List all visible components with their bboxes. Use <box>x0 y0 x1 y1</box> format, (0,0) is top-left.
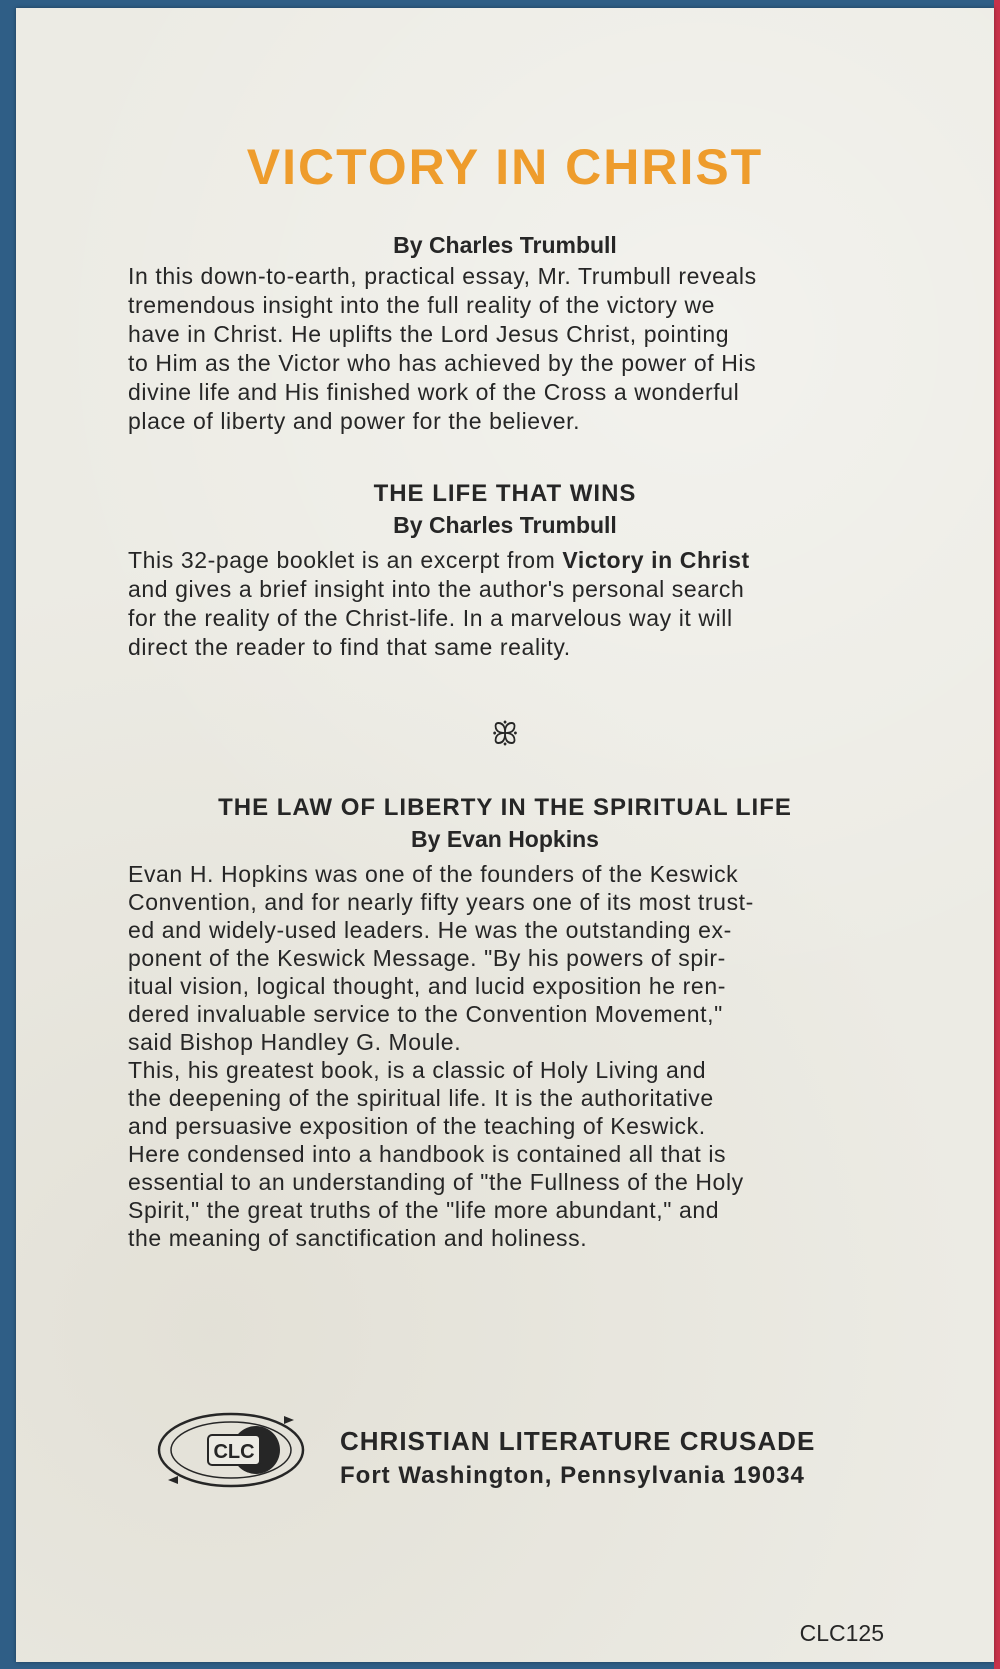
description-line: ed and widely-used leaders. He was the outstanding ex- <box>128 917 732 943</box>
description-line: the meaning of sanctification and holiness. <box>128 1225 588 1251</box>
catalog-code: CLC125 <box>799 1620 884 1646</box>
description-line: Here condensed into a handbook is contained all that is <box>128 1141 727 1167</box>
description-line: tremendous insight into the full reality of the victory we <box>128 292 716 318</box>
description-line: dered invaluable service to the Convention Movement," <box>128 1001 723 1027</box>
description-line: Spirit," the great truths of the "life more abundant," and <box>128 1197 720 1223</box>
publisher-name: CHRISTIAN LITERATURE CRUSADE <box>340 1426 816 1456</box>
description-line: to Him as the Victor who has achieved by the power of His <box>128 350 757 376</box>
law-of-liberty-heading: THE LAW OF LIBERTY IN THE SPIRITUAL LIFE <box>218 794 792 821</box>
description-text: This 32-page booklet is an excerpt from <box>128 547 563 573</box>
booklet-byline: By Charles Trumbull <box>393 512 617 538</box>
description-line <box>128 546 928 575</box>
description-line: have in Christ. He uplifts the Lord Jesus Christ, pointing <box>128 321 730 347</box>
description-line: and gives a brief insight into the author's personal search <box>128 576 745 602</box>
description-line: direct the reader to find that same reality. <box>128 634 571 660</box>
law-of-liberty-byline: By Evan Hopkins <box>411 826 599 852</box>
referenced-title: Victory in Christ <box>562 547 750 573</box>
description-line: Evan H. Hopkins was one of the founders of the Keswick <box>128 861 739 887</box>
description-line: said Bishop Handley G. Moule. <box>128 1029 462 1055</box>
clc-globe-logo-icon <box>156 1408 306 1490</box>
publisher-address: Fort Washington, Pennsylvania 19034 <box>340 1462 805 1489</box>
ornament-divider-icon: ꕥ <box>491 718 519 751</box>
description-line: Convention, and for nearly fifty years one of its most trust- <box>128 889 754 915</box>
booklet-heading: THE LIFE THAT WINS <box>373 480 637 507</box>
description-line: the deepening of the spiritual life. It is the authoritative <box>128 1085 714 1111</box>
description-line: In this down-to-earth, practical essay, Mr. Trumbull reveals <box>128 263 757 289</box>
description-line: ponent of the Keswick Message. "By his powers of spir- <box>128 945 726 971</box>
back-cover <box>16 8 994 1662</box>
description-line: itual vision, logical thought, and lucid exposition he ren- <box>128 973 726 999</box>
description-line: divine life and His finished work of the Cross a wonderful <box>128 379 740 405</box>
logo-text: CLC <box>213 1441 255 1463</box>
description-line: essential to an understanding of "the Fullness of the Holy <box>128 1169 744 1195</box>
description-line: place of liberty and power for the believer. <box>128 408 581 434</box>
description-line: This, his greatest book, is a classic of Holy Living and <box>128 1057 707 1083</box>
description-line: and persuasive exposition of the teaching of Keswick. <box>128 1113 706 1139</box>
red-spine-edge <box>994 0 1000 1669</box>
description-line: for the reality of the Christ-life. In a marvelous way it will <box>128 605 733 631</box>
book-title: VICTORY IN CHRIST <box>246 139 764 195</box>
book-byline: By Charles Trumbull <box>393 232 617 258</box>
